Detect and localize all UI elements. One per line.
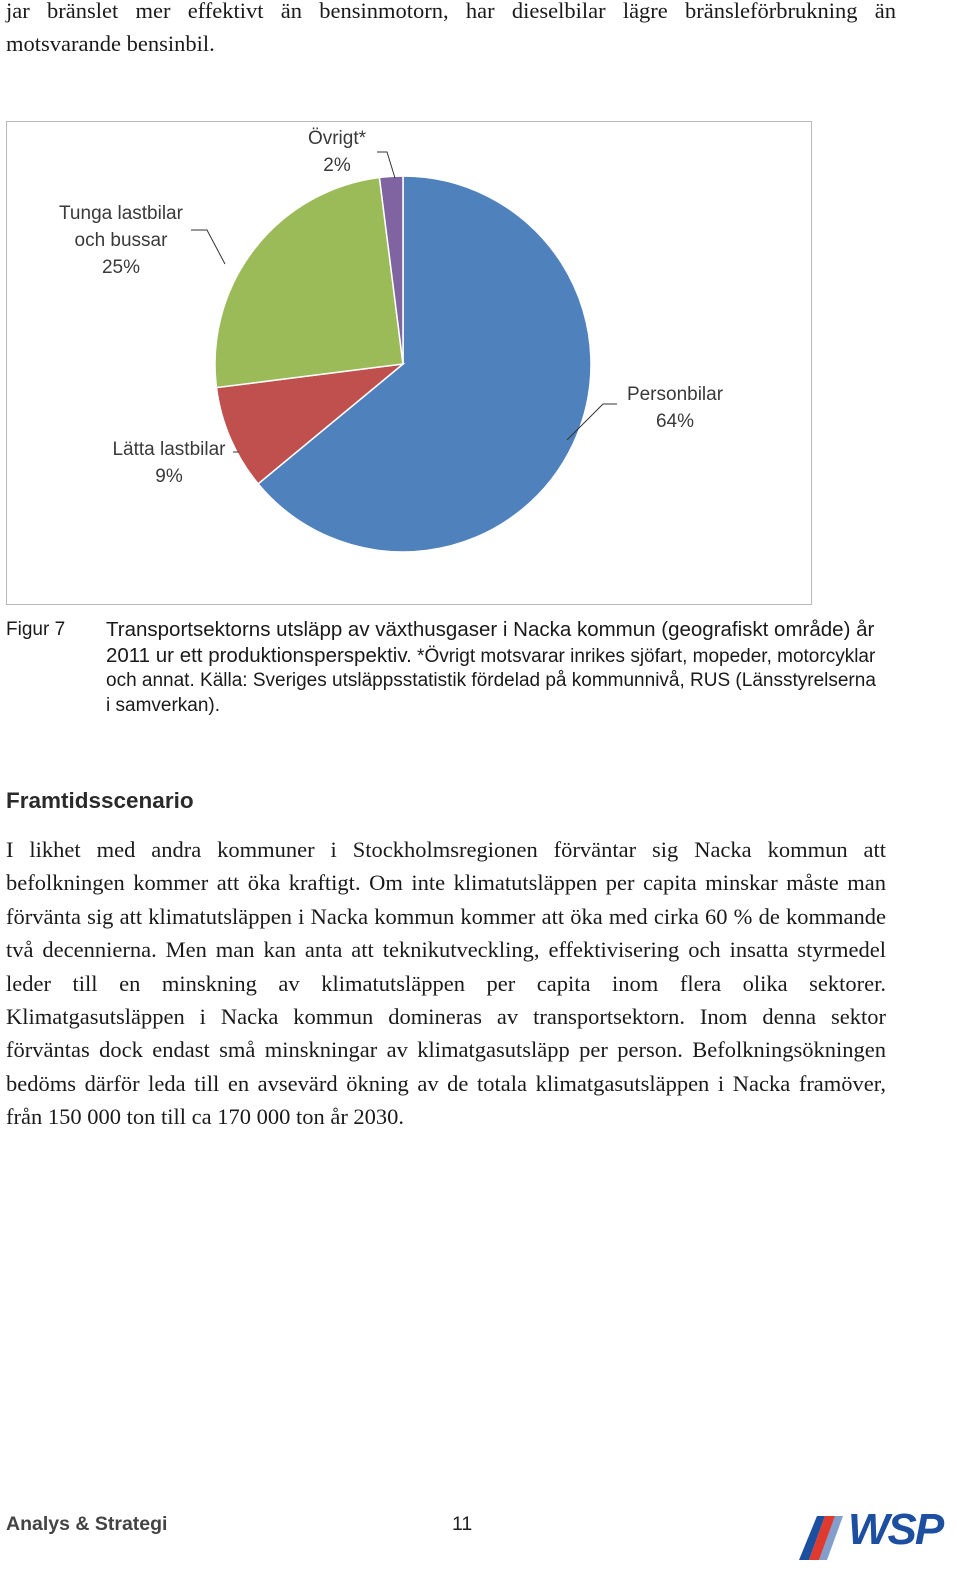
- wsp-logo-text: WSP: [848, 1505, 943, 1554]
- pie-category-label: Personbilar: [626, 384, 724, 405]
- caption-main: Transportsektorns utsläpp av växthusgaser i Nacka kommun (geografiskt område) år 2011 ur ett produktionsperspektiv.: [106, 618, 875, 667]
- pie-percent-label: 25%: [101, 257, 141, 278]
- pie-chart: [7, 122, 813, 606]
- pie-chart-figure: [6, 121, 812, 605]
- section-body: [6, 833, 886, 1134]
- figure-number: Figur 7: [6, 619, 66, 640]
- pie-percent-label: 9%: [155, 466, 183, 487]
- page-number: 11: [452, 1513, 473, 1535]
- section-heading: Framtidsscenario: [6, 788, 194, 813]
- pie-percent-label: 2%: [323, 155, 351, 176]
- pie-category-label: Lätta lastbilar: [112, 439, 226, 460]
- figure-caption-text: [106, 618, 876, 718]
- leader-line: [377, 152, 395, 178]
- pie-category-label: Övrigt*: [307, 128, 367, 149]
- caption-rest: *Övrigt motsvarar inrikes sjöfart, mopeder, motorcyklar och annat. Källa: Sveriges utsläppsstatistik fördelad på kommunnivå, RUS (Länsstyrelserna i samverkan).: [106, 645, 876, 716]
- leader-line: [191, 230, 225, 264]
- pie-percent-label: 64%: [655, 411, 695, 432]
- pie-category-label: Tunga lastbilar: [59, 203, 183, 224]
- pie-slice: [215, 177, 403, 387]
- pie-category-label: och bussar: [74, 230, 168, 251]
- footer-title: Analys & Strategi: [6, 1513, 168, 1535]
- intro-paragraph: jar bränslet mer effektivt än bensinmotorn, har dieselbilar lägre bränsleförbrukning än motsvarande bensinbil.: [6, 0, 896, 56]
- body-paragraph: I likhet med andra kommuner i Stockholmsregionen förväntar sig Nacka kommun att befolkningen kommer att öka kraftigt. Om inte klimatutsläppen per capita minskar måste man förvänta sig att klimatutsläppen i Nacka kommun kommer att öka med cirka 60 % de kommande två decennierna. Men man kan anta att teknikutveckling, effektivisering och insatta styrmedel leder till en minskning av klimatutsläppen per capita inom flera olika sektorer. Klimatgasutsläppen i Nacka kommun domineras av transportsektorn. Inom denna sektor förväntas dock endast små minskningar av klimatgasutsläpp per person. Befolkningsökningen bedöms därför leda till en avsevärd ökning av de totala klimatgasutsläppen i Nacka framöver, från 150 000 ton till ca 170 000 ton år 2030.: [6, 837, 886, 1130]
- wsp-logo-icon: [795, 1510, 847, 1562]
